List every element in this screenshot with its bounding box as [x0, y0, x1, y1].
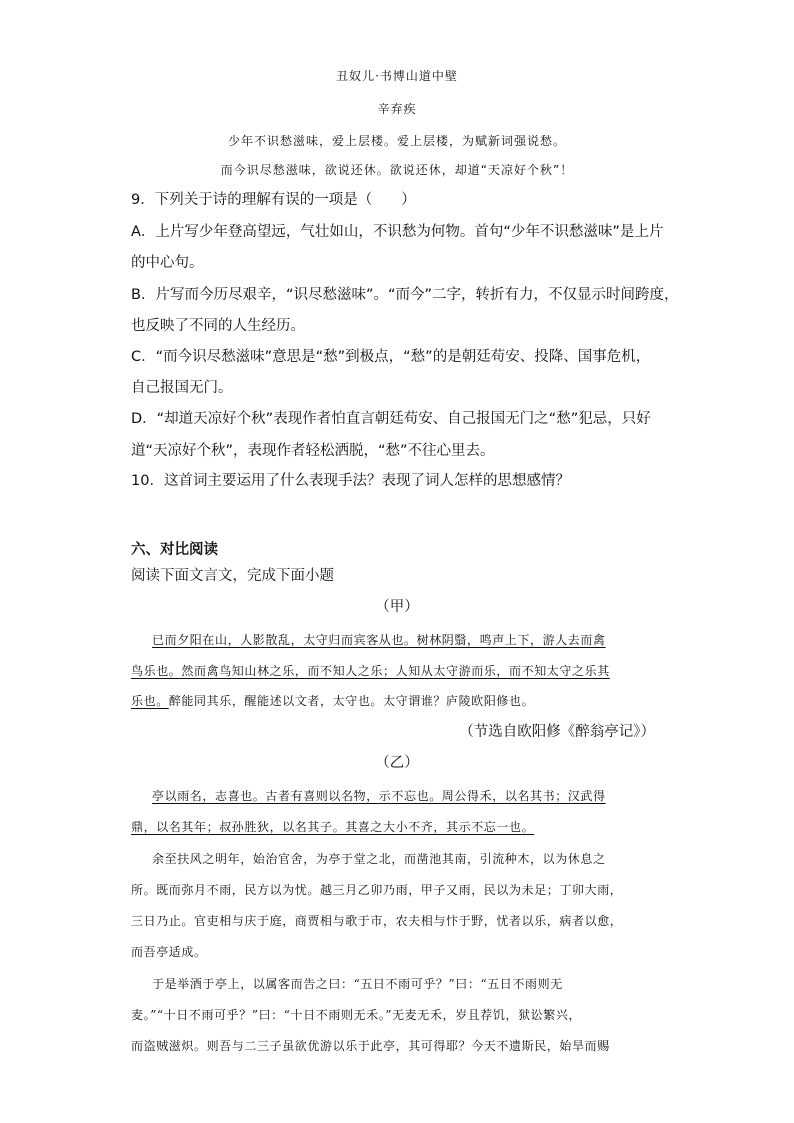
- passage-jia-line-1: 已而夕阳在山，人影散乱，太守归而宾客从也。树林阴翳，鸣声上下，游人去而禽: [152, 633, 606, 647]
- passage-yi-p1-line-2: 鼎，以名其年；叔孙胜狄，以名其子。其喜之大小不齐，其示不忘一也。: [131, 820, 535, 834]
- passage-yi-p3-line-1: 于是举酒于亭上，以属客而告之曰：“五日不雨可乎？”曰：“五日不雨则无: [152, 977, 563, 991]
- section-instruction: 阅读下面文言文，完成下面小题: [131, 568, 334, 584]
- question-10: 10．这首词主要运用了什么表现手法？表现了词人怎样的思想感情？: [131, 473, 570, 489]
- option-c-line-1: C．“而今识尽愁滋味”意思是“愁”到极点，“愁”的是朝廷苟安、投降、国事危机，: [131, 349, 651, 365]
- section-heading: 六、对比阅读: [131, 542, 218, 558]
- option-a-line-1: A．上片写少年登高望远，气壮如山，不识愁为何物。首句“少年不识愁滋味”是上片: [131, 224, 664, 240]
- option-b-line-2: 也反映了不同的人生经历。: [131, 318, 305, 334]
- passage-jia-line-3: [131, 691, 671, 711]
- option-d-line-2: 道“天凉好个秋”，表现作者轻松洒脱，“愁”不往心里去。: [131, 443, 495, 459]
- passage-jia-source: （节选自欧阳修《醉翁亭记》）: [459, 724, 655, 740]
- passage-jia-label: （甲）: [375, 599, 419, 615]
- poem-line-1: 少年不识愁滋味，爱上层楼。爱上层楼，为赋新词强说愁。: [227, 134, 566, 148]
- passage-yi-label: （乙）: [375, 755, 419, 771]
- poem-author: 辛弃疾: [377, 102, 417, 116]
- passage-yi-p2-line-2: 所。既而弥月不雨，民方以为忧。越三月乙卯乃雨，甲子又雨，民以为未足；丁卯大雨，: [131, 883, 623, 897]
- option-a-line-2: 的中心句。: [131, 255, 204, 271]
- poem-title: 丑奴儿·书博山道中壁: [336, 69, 458, 83]
- option-c-line-2: 自己报国无门。: [131, 380, 233, 396]
- passage-yi-p3-line-2: 麦。”“十日不雨可乎？”曰：“十日不雨则无禾。”无麦无禾，岁且荐饥，狱讼繁兴，: [131, 1008, 582, 1022]
- option-d-line-1: D．“却道天凉好个秋”表现作者怕直言朝廷苟安、自己报国无门之“愁”犯忌，只好: [131, 411, 651, 427]
- passage-yi-p1-line-1: 亭以雨名，志喜也。古者有喜则以名物，示不忘也。周公得禾，以名其书；汉武得: [152, 789, 606, 803]
- passage-yi-p3-line-3: 而盗贼滋炽。则吾与二三子虽欲优游以乐于此亭，其可得耶？今天不遗斯民，始旱而赐: [131, 1039, 610, 1053]
- passage-yi-p2-line-3: 三日乃止。官吏相与庆于庭，商贾相与歌于市，农夫相与忭于野，忧者以乐，病者以愈，: [131, 914, 623, 928]
- poem-line-2: 而今识尽愁滋味，欲说还休。欲说还休，却道“天凉好个秋”！: [220, 163, 574, 177]
- passage-jia-line-3-rest: 醉能同其乐，醒能述以文者，太守也。太守谓谁？庐陵欧阳修也。: [168, 694, 535, 708]
- passage-jia-underlined-end: 乐也。: [131, 694, 169, 708]
- passage-yi-p2-line-1: 余至扶风之明年，始治官舍，为亭于堂之北，而凿池其南，引流种木，以为休息之: [152, 852, 606, 866]
- passage-jia-line-2: 鸟乐也。然而禽鸟知山林之乐，而不知人之乐；人知从太守游而乐，而不知太守之乐其: [131, 664, 610, 678]
- question-9-stem: 9．下列关于诗的理解有误的一项是（ ）: [131, 192, 416, 208]
- passage-yi-p2-line-4: 而吾亭适成。: [131, 945, 207, 959]
- option-b-line-1: B．片写而今历尽艰辛，“识尽愁滋味”。“而今”二字，转折有力，不仅显示时间跨度，: [131, 287, 679, 303]
